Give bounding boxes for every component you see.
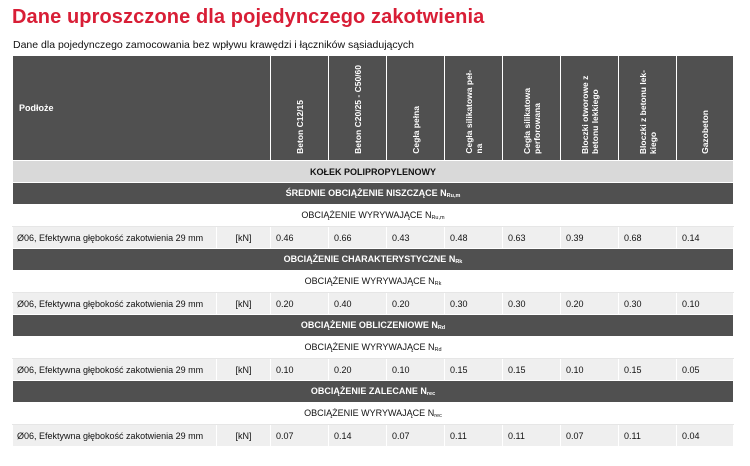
value-cell: 0.68 <box>619 227 677 249</box>
value-cell: 0.14 <box>329 425 387 447</box>
value-cell: 0.07 <box>561 425 619 447</box>
value-cell: 0.07 <box>387 425 445 447</box>
value-cell: 0.15 <box>445 359 503 381</box>
section-heading-row <box>13 315 734 337</box>
value-cell: 0.66 <box>329 227 387 249</box>
section-heading: OBCIĄŻENIE ZALECANE $N_{rec}$ <box>13 381 734 403</box>
value-cell: 0.30 <box>619 293 677 315</box>
column-header: Beton C20/25 - C50/60 <box>329 56 387 161</box>
load-type-row <box>13 403 734 425</box>
value-cell: 0.05 <box>677 359 734 381</box>
load-type-row <box>13 337 734 359</box>
value-cell: 0.48 <box>445 227 503 249</box>
section-heading: OBCIĄŻENIE OBLICZENIOWE $N_{Rd}$ <box>13 315 734 337</box>
value-cell: 0.07 <box>271 425 329 447</box>
value-cell: 0.10 <box>271 359 329 381</box>
unit-cell: [kN] <box>217 227 271 249</box>
anchor-type-row <box>13 161 734 183</box>
load-type-label: OBCIĄŻENIE WYRYWAJĄCE $N_{rec}$ <box>13 403 734 425</box>
table-row <box>13 293 734 315</box>
value-cell: 0.63 <box>503 227 561 249</box>
value-cell: 0.15 <box>619 359 677 381</box>
row-label: Ø06, Efektywna głębokość zakotwienia 29 mm <box>13 227 217 249</box>
value-cell: 0.46 <box>271 227 329 249</box>
value-cell: 0.10 <box>387 359 445 381</box>
value-cell: 0.10 <box>677 293 734 315</box>
value-cell: 0.20 <box>387 293 445 315</box>
page-subtitle: Dane dla pojedynczego zamocowania bez wpływu krawędzi i łączników sąsiadujących <box>13 39 414 51</box>
value-cell: 0.10 <box>561 359 619 381</box>
column-header: Bloczki otworowe z betonu lekkiego <box>561 56 619 161</box>
column-header: Cegła silikatowa peł- na <box>445 56 503 161</box>
anchor-type-label: KOŁEK POLIPROPYLENOWY <box>13 161 734 183</box>
column-header: Beton C12/15 <box>271 56 329 161</box>
unit-cell: [kN] <box>217 293 271 315</box>
value-cell: 0.30 <box>503 293 561 315</box>
page-title: Dane uproszczone dla pojedynczego zakotwienia <box>12 6 485 28</box>
column-header: Cegła silikatowa perforowana <box>503 56 561 161</box>
column-header: Gazobeton <box>677 56 734 161</box>
value-cell: 0.20 <box>329 359 387 381</box>
section-heading: ŚREDNIE OBCIĄŻENIE NISZCZĄCE $N_{Ru,m}$ <box>13 183 734 205</box>
load-data-table <box>12 55 734 447</box>
section-heading: OBCIĄŻENIE CHARAKTERYSTYCZNE $N_{Rk}$ <box>13 249 734 271</box>
value-cell: 0.14 <box>677 227 734 249</box>
value-cell: 0.30 <box>445 293 503 315</box>
unit-cell: [kN] <box>217 425 271 447</box>
section-heading-row <box>13 381 734 403</box>
row-label: Ø06, Efektywna głębokość zakotwienia 29 mm <box>13 293 217 315</box>
load-type-label: OBCIĄŻENIE WYRYWAJĄCE $N_{Rk}$ <box>13 271 734 293</box>
column-header: Bloczki z betonu lek- kiego <box>619 56 677 161</box>
value-cell: 0.15 <box>503 359 561 381</box>
table-row <box>13 425 734 447</box>
load-type-label: OBCIĄŻENIE WYRYWAJĄCE $N_{Rd}$ <box>13 337 734 359</box>
value-cell: 0.04 <box>677 425 734 447</box>
substrate-header: Podłoże <box>13 56 271 161</box>
value-cell: 0.39 <box>561 227 619 249</box>
table-row <box>13 359 734 381</box>
column-header: Cegła pełna <box>387 56 445 161</box>
table-row <box>13 227 734 249</box>
load-type-row <box>13 271 734 293</box>
value-cell: 0.43 <box>387 227 445 249</box>
unit-cell: [kN] <box>217 359 271 381</box>
value-cell: 0.20 <box>271 293 329 315</box>
table-header-row <box>13 56 734 161</box>
value-cell: 0.11 <box>445 425 503 447</box>
load-type-row <box>13 205 734 227</box>
row-label: Ø06, Efektywna głębokość zakotwienia 29 mm <box>13 425 217 447</box>
value-cell: 0.11 <box>619 425 677 447</box>
section-heading-row <box>13 249 734 271</box>
section-heading-row <box>13 183 734 205</box>
load-type-label: OBCIĄŻENIE WYRYWAJĄCE $N_{Ru,m}$ <box>13 205 734 227</box>
value-cell: 0.40 <box>329 293 387 315</box>
row-label: Ø06, Efektywna głębokość zakotwienia 29 mm <box>13 359 217 381</box>
value-cell: 0.20 <box>561 293 619 315</box>
value-cell: 0.11 <box>503 425 561 447</box>
